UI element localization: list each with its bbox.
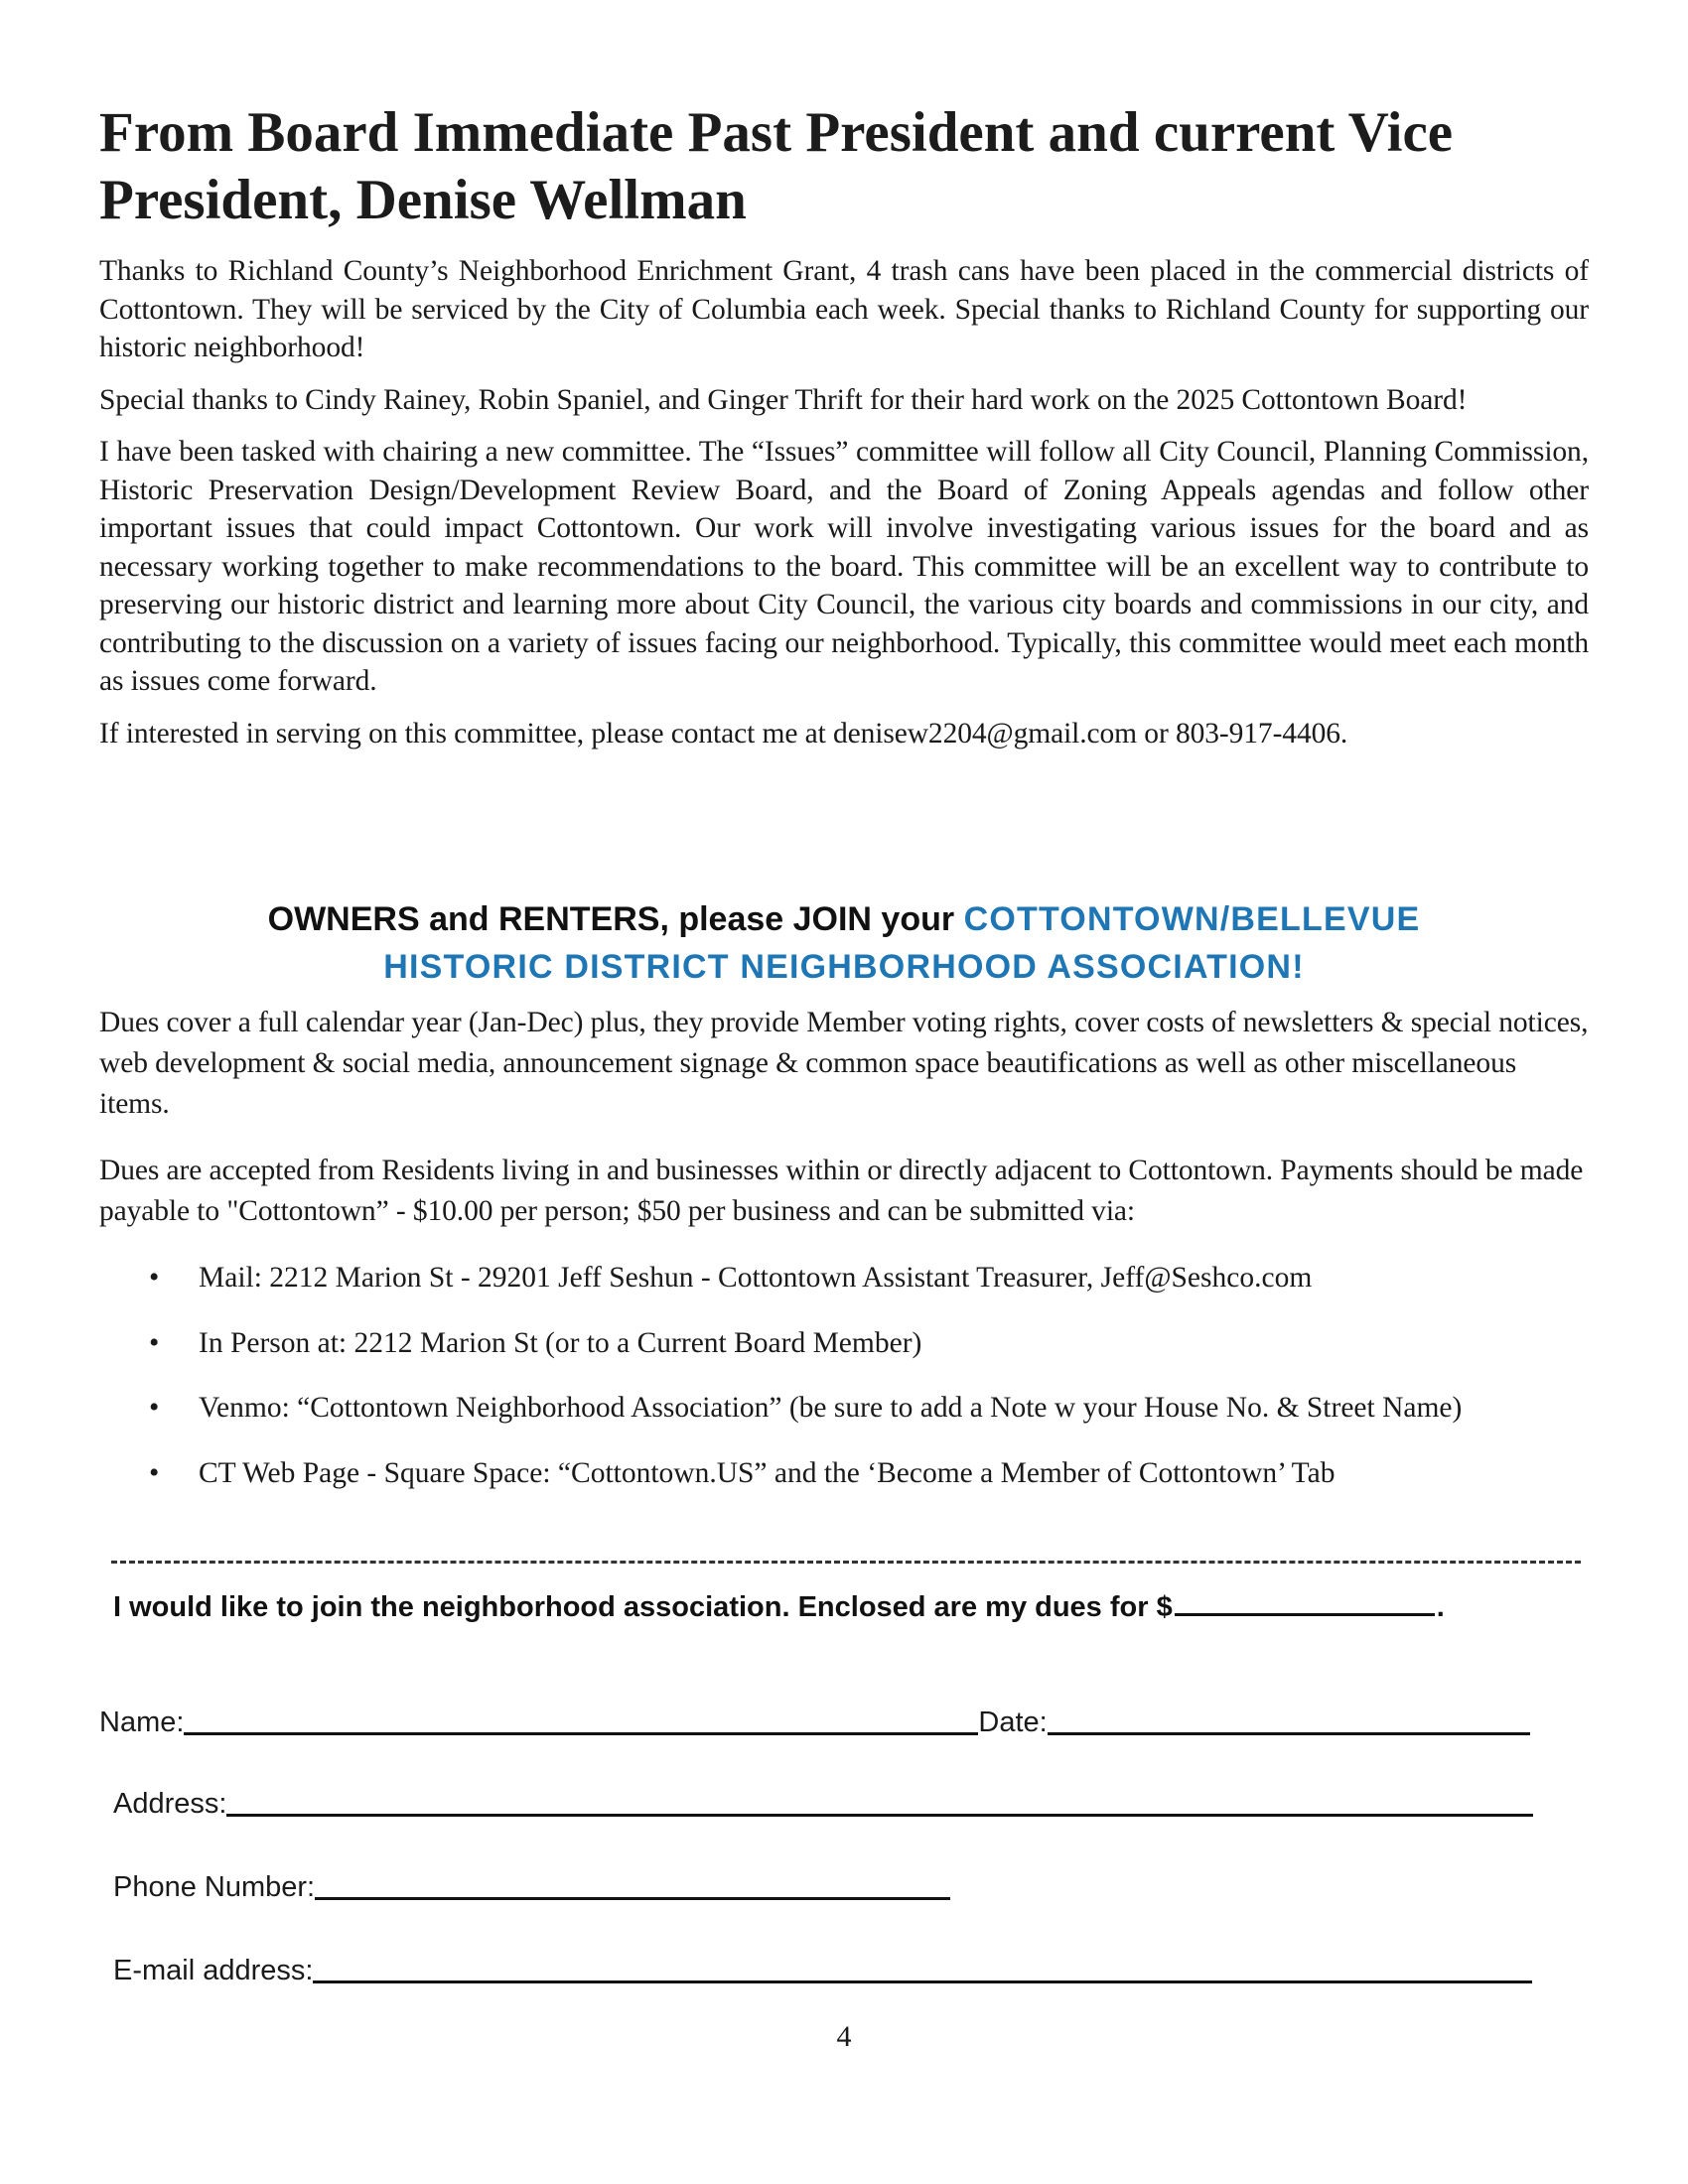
payment-method-text: Venmo: “Cottontown Neighborhood Association” (be sure to add a Note w your House No. & Street Name) [199,1392,1463,1424]
bullet-icon: • [149,1326,160,1359]
cut-here-dashed-divider [111,1561,1581,1564]
name-date-row [99,1703,1530,1742]
date-label: Date: [978,1706,1048,1738]
payment-method-mail [99,1259,1589,1297]
phone-blank[interactable] [315,1897,950,1900]
payment-method-in-person [99,1324,1589,1363]
article-contact-paragraph: If interested in serving on this committee, please contact me at denisew2204@gmail.com or 803-917-4406. [99,717,1348,750]
page-number: 4 [836,2020,852,2053]
banner-association-name-part-1: COTTONTOWN/BELLEVUE [963,900,1421,938]
article-paragraph-thanks: Special thanks to Cindy Rainey, Robin Spaniel, and Ginger Thrift for their hard work on the 2025 Cottontown Board! [99,383,1468,416]
article-paragraph-trash-cans: Thanks to Richland County’s Neighborhood Enrichment Grant, 4 trash cans have been placed in the commercial districts of Cottontown. They will be serviced by the City of Columbia each week. Special thanks to Richland County for supporting our historic neighborhood! [99,255,1589,363]
name-label: Name: [99,1706,185,1738]
article-heading: From Board Immediate Past President and current Vice President, Denise Wellman [99,101,1454,231]
join-statement-end: . [1436,1591,1445,1623]
dues-amount-blank[interactable] [1175,1585,1435,1616]
address-row [113,1784,1533,1824]
bullet-icon: • [149,1262,160,1294]
payment-method-venmo [99,1389,1589,1428]
address-blank[interactable] [226,1814,1533,1817]
name-blank[interactable] [184,1732,978,1735]
payment-method-text: In Person at: 2212 Marion St (or to a Current Board Member) [199,1326,922,1359]
payment-method-text: CT Web Page - Square Space: “Cottontown.US” and the ‘Become a Member of Cottontown’ Tab [199,1456,1336,1489]
dues-coverage-paragraph: Dues cover a full calendar year (Jan-Dec) plus, they provide Member voting rights, cover costs of newsletters & special notices, web development & social media, announcement signage & common space beautifications as well as other miscellaneous items. [99,1007,1589,1120]
email-blank[interactable] [313,1980,1532,1983]
join-association-banner [99,895,1589,991]
phone-row [113,1867,950,1907]
banner-owners-renters-text: OWNERS and RENTERS, please JOIN your [267,900,955,938]
join-statement-text: I would like to join the neighborhood association. Enclosed are my dues for $ [113,1591,1173,1623]
vice-president-article [99,99,1589,752]
dues-section [99,1003,1589,1232]
bullet-icon: • [149,1456,160,1489]
payment-method-web-page [99,1454,1589,1493]
address-label: Address: [113,1788,227,1820]
payment-methods-list [99,1259,1589,1519]
date-blank[interactable] [1048,1732,1530,1735]
article-paragraph-issues-committee: I have been tasked with chairing a new committee. The “Issues” committee will follow all City Council, Planning Commission, Historic Preservation Design/Development Review Board, and the Board of Zoning Appeals agendas and follow other important issues that could impact Cottontown. Our work will involve investigating various issues for the board and as necessary working together to make recommendations to the board. This committee will be an excellent way to contribute to preserving our historic district and learning more about City Council, the various city boards and commissions in our city, and contributing to the discussion on a variety of issues facing our neighborhood. Typically, this committee would meet each month as issues come forward. [99,436,1589,697]
dues-payment-paragraph: Dues are accepted from Residents living in and businesses within or directly adjacent to Cottontown. Payments should be made payable to "Cottontown” - $10.00 per person; $50 per business and can be submitted via: [99,1155,1584,1227]
bullet-icon: • [149,1392,160,1424]
banner-line-2 [99,943,1589,991]
email-label: E-mail address: [113,1955,314,1986]
phone-label: Phone Number: [113,1871,316,1903]
payment-method-text: Mail: 2212 Marion St - 29201 Jeff Seshun - Cottontown Assistant Treasurer, Jeff@Seshco.com [199,1262,1313,1294]
banner-association-name-part-2: HISTORIC DISTRICT NEIGHBORHOOD ASSOCIATION! [383,948,1305,986]
join-statement [113,1585,1445,1627]
email-row [113,1951,1532,1990]
banner-line-1 [99,895,1589,943]
